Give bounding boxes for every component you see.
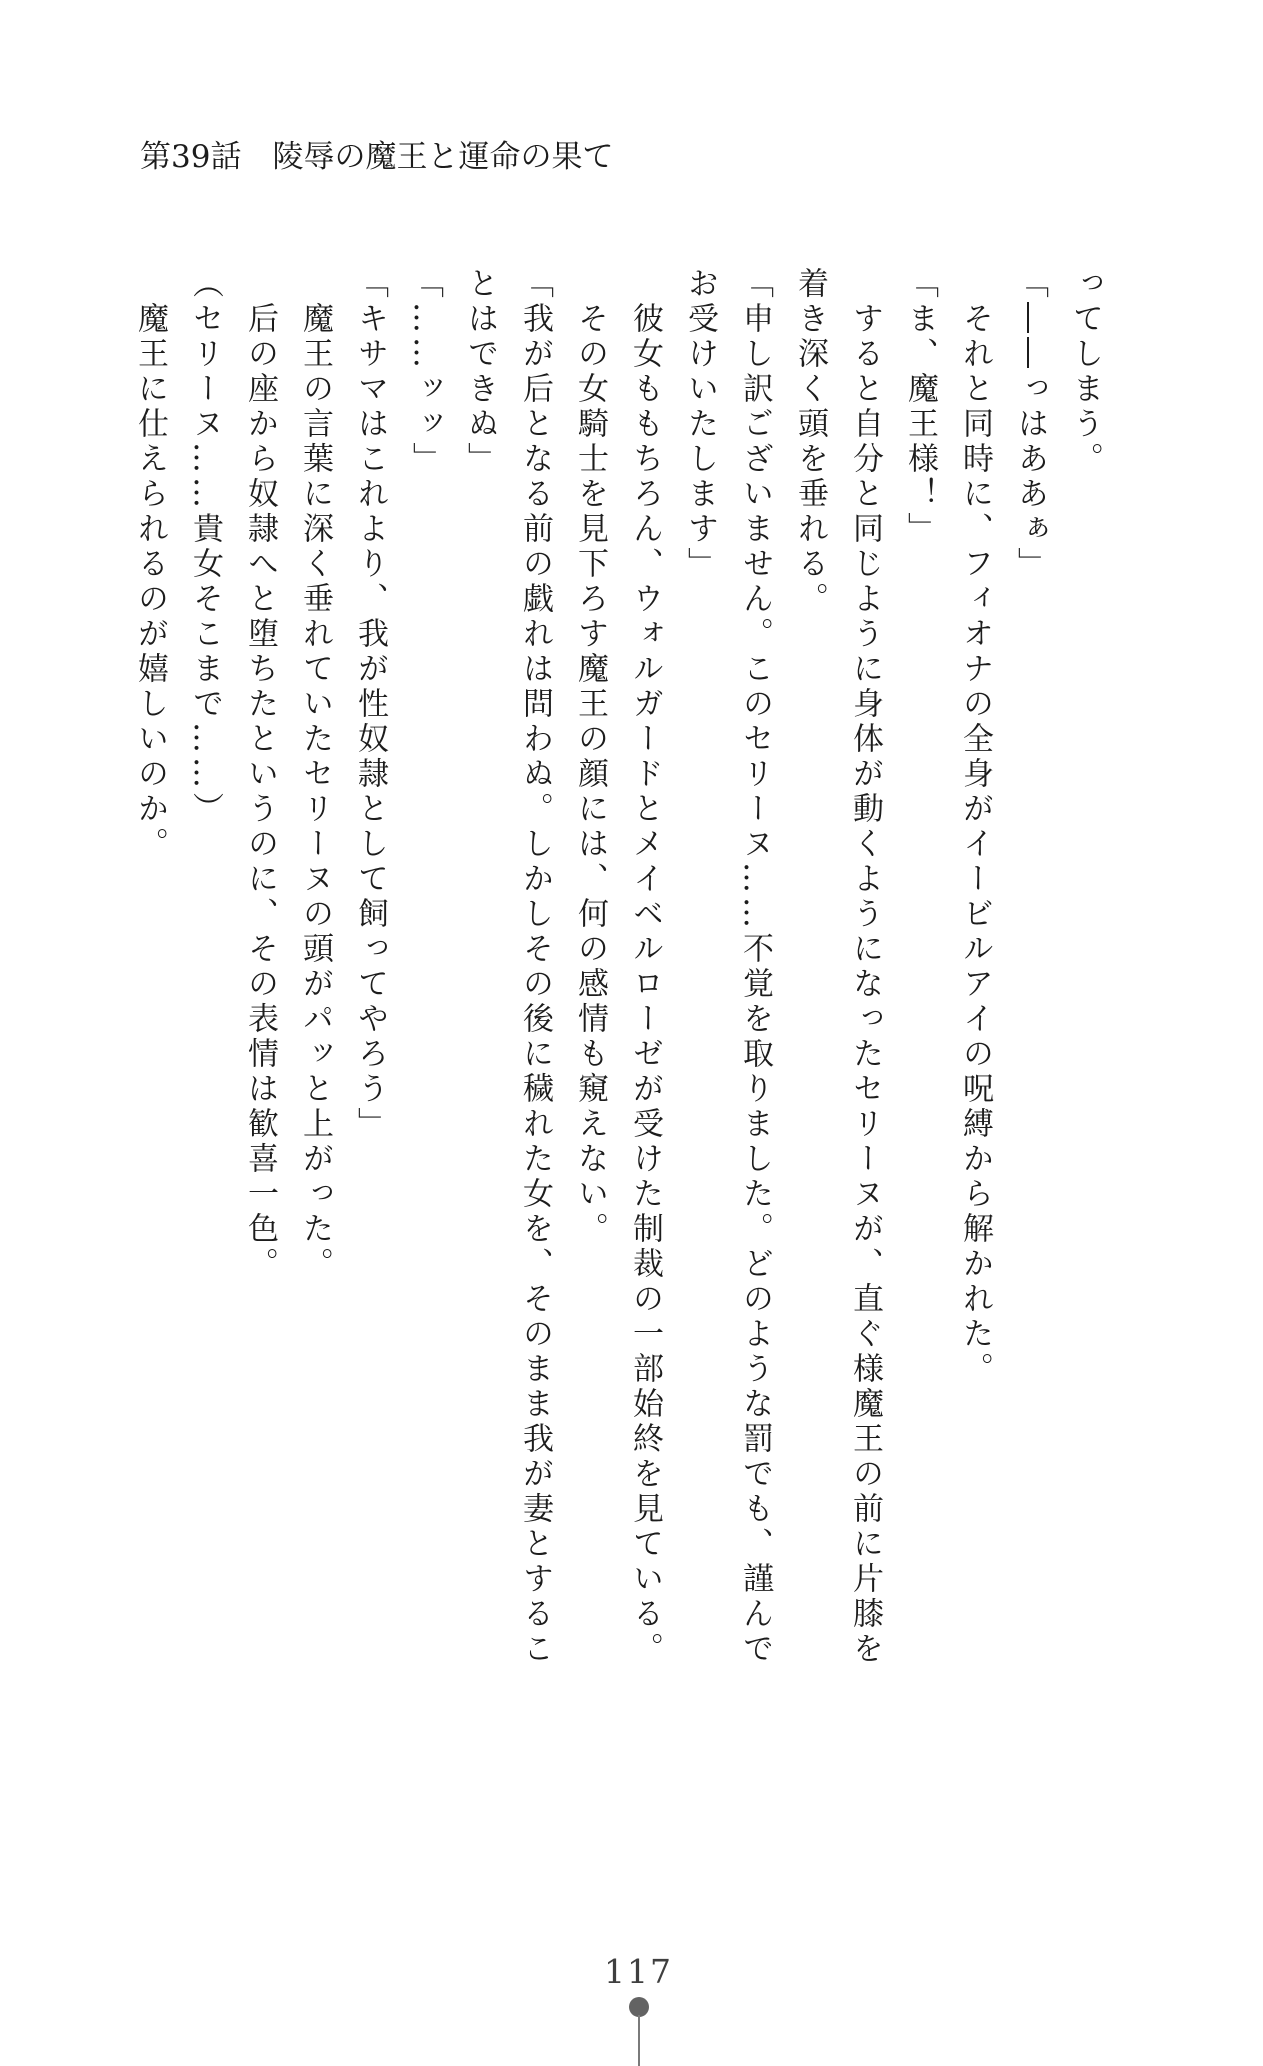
text-line-12: とはできぬ」 bbox=[462, 267, 498, 477]
text-line-6: 着き深く頭を垂れる。 bbox=[792, 267, 828, 617]
text-line-15: 魔王の言葉に深く垂れていたセリーヌの頭がパッと上がった。 bbox=[297, 302, 333, 1282]
text-line-3: それと同時に、フィオナの全身がイービルアイの呪縛から解かれた。 bbox=[957, 302, 993, 1387]
text-line-14: 「キサマはこれより、我が性奴隷として飼ってやろう」 bbox=[352, 267, 388, 1142]
text-line-7: 「申し訳ございません。このセリーヌ……不覚を取りました。どのような罰でも、謹んで bbox=[737, 267, 773, 1667]
text-line-11: 「我が后となる前の戯れは問わぬ。しかしその後に穢れた女を、そのまま我が妻とするこ bbox=[517, 267, 553, 1667]
footer-dot-ornament bbox=[629, 1997, 649, 2017]
page-footer bbox=[0, 1926, 1263, 2066]
text-line-13: 「……ッッ」 bbox=[407, 267, 443, 477]
text-line-17: （セリーヌ……貴女そこまで……） bbox=[187, 267, 223, 827]
text-line-2: 「――っはああぁ」 bbox=[1012, 267, 1048, 582]
text-line-9: 彼女ももちろん、ウォルガードとメイベルローゼが受けた制裁の一部始終を見ている。 bbox=[627, 302, 663, 1667]
chapter-header: 第39話 陵辱の魔王と運命の果て bbox=[140, 139, 614, 175]
footer-line-ornament bbox=[638, 2015, 640, 2066]
page-number: 117 bbox=[604, 1952, 673, 1991]
text-line-1: ってしまう。 bbox=[1067, 267, 1103, 477]
text-line-10: その女騎士を見下ろす魔王の顔には、何の感情も窺えない。 bbox=[572, 302, 608, 1247]
text-line-18: 魔王に仕えられるのが嬉しいのか。 bbox=[132, 302, 168, 862]
text-line-8: お受けいたします」 bbox=[682, 267, 718, 582]
text-line-5: すると自分と同じように身体が動くようになったセリーヌが、直ぐ様魔王の前に片膝を bbox=[847, 302, 883, 1667]
text-line-16: 后の座から奴隷へと堕ちたというのに、その表情は歓喜一色。 bbox=[242, 302, 278, 1282]
text-line-4: 「ま、魔王様！」 bbox=[902, 267, 938, 547]
vertical-text-block bbox=[122, 267, 1112, 1679]
